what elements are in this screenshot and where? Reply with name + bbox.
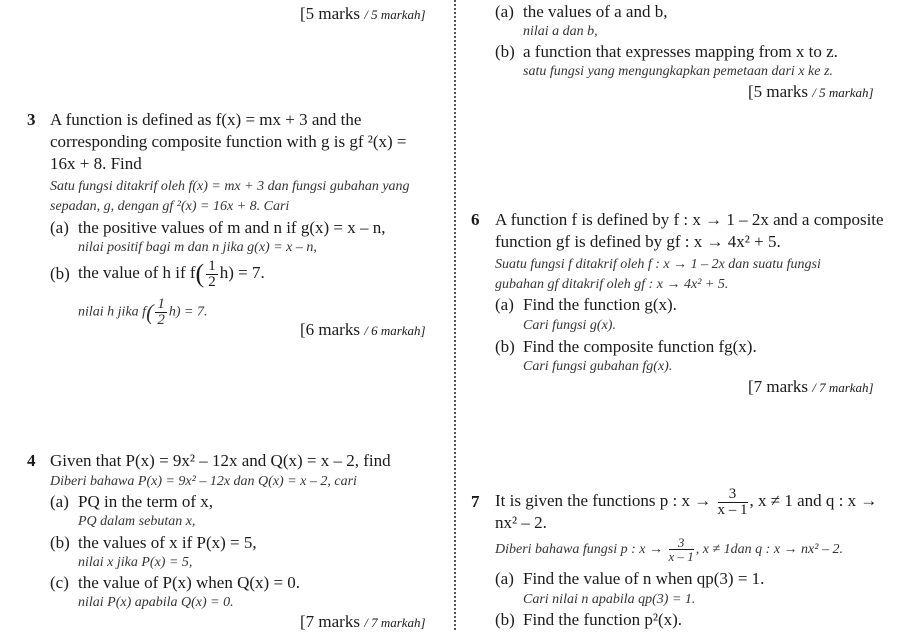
part-text-malay: nilai positif bagi m dan n jika g(x) = x – n, xyxy=(78,240,317,255)
fraction xyxy=(669,536,694,563)
question-text-malay: Diberi bahawa P(x) = 9x² – 12x dan Q(x) = x – 2, cari xyxy=(50,474,357,489)
part-text-malay: Cari nilai n apabila qp(3) = 1. xyxy=(523,592,696,607)
marks-label: [7 marks xyxy=(748,377,808,396)
part-text-end: h) = 7. xyxy=(219,263,265,282)
question-text-malay: sepadan, g, dengan gf ²(x) = 16x + 8. Cari xyxy=(50,199,290,214)
question-text-start: Diberi bahawa fungsi p : x → xyxy=(495,542,663,557)
part-text: a function that expresses mapping from x to z. xyxy=(523,42,838,61)
part-text: Find the function p²(x). xyxy=(523,610,683,629)
question-text: Given that P(x) = 9x² – 12x and Q(x) = x – 2, find xyxy=(50,451,391,470)
fraction-numerator: 1 xyxy=(208,257,216,274)
part-label: (a) xyxy=(495,2,514,21)
fraction xyxy=(155,297,167,328)
part-text: Find the value of n when qp(3) = 1. xyxy=(523,569,765,588)
part-text-malay: satu fungsi yang mengungkapkan pemetaan dari x ke z. xyxy=(523,64,833,79)
markah-label: / 5 markah] xyxy=(812,85,874,100)
part-label: (b) xyxy=(495,610,515,629)
question-marks xyxy=(748,377,874,397)
part-text: the value of h if f( $\frac{1}{2}$ h) = 7. xyxy=(78,257,265,290)
question-text: corresponding composite function with g is gf ²(x) = xyxy=(50,132,407,151)
fraction-numerator: 1 xyxy=(157,296,165,312)
question-text-start: It is given the functions p : x → xyxy=(495,491,712,510)
fraction-denominator: 2 xyxy=(157,312,165,328)
question-text-malay: gubahan gf ditakrif oleh gf : x → 4x² + 5. xyxy=(495,277,729,292)
question-number: 6 xyxy=(471,210,480,229)
top-left-marks xyxy=(300,4,426,24)
markah-label: / 7 markah] xyxy=(364,615,426,630)
question-marks xyxy=(300,612,426,632)
part-text: the value of P(x) when Q(x) = 0. xyxy=(78,573,301,592)
part-label: (a) xyxy=(495,569,514,588)
fraction-numerator: 3 xyxy=(669,536,694,550)
question-text-end: , x ≠ 1 and q : x → xyxy=(749,491,878,510)
part-label: (b) xyxy=(50,264,70,283)
fraction-numerator: 3 xyxy=(718,487,748,503)
markah-label: / 6 markah] xyxy=(364,323,426,338)
fraction xyxy=(206,259,218,290)
fraction xyxy=(718,487,748,518)
part-text: Find the composite function fg(x). xyxy=(523,337,757,356)
question-text: A function f is defined by f : x → 1 – 2x and a composite xyxy=(495,210,884,229)
question-number: 7 xyxy=(471,492,480,511)
question-text-malay xyxy=(495,530,843,570)
fraction-denominator: 2 xyxy=(208,273,216,290)
part-label: (c) xyxy=(50,573,69,592)
question-text-end: , x ≠ 1dan q : x → nx² – 2. xyxy=(695,542,843,557)
part-text-malay: Cari fungsi gubahan fg(x). xyxy=(523,359,673,374)
question-marks xyxy=(748,82,874,102)
part-text: the values of a and b, xyxy=(523,2,668,21)
marks-label: [6 marks xyxy=(300,320,360,339)
part-text-malay: PQ dalam sebutan x, xyxy=(78,514,196,529)
part-text-malay: nilai a dan b, xyxy=(523,24,598,39)
part-label: (b) xyxy=(495,337,515,356)
question-text: function gf is defined by gf : x → 4x² + 5. xyxy=(495,232,781,251)
marks-label: [5 marks xyxy=(748,82,808,101)
part-text: PQ in the term of x, xyxy=(78,492,214,511)
part-text: the positive values of m and n if g(x) = x – n, xyxy=(78,218,386,237)
question-text-malay: Satu fungsi ditakrif oleh f(x) = mx + 3 dan fungsi gubahan yang xyxy=(50,179,410,194)
question-text: nx² – 2. xyxy=(495,513,547,532)
question-number: 4 xyxy=(27,451,36,470)
part-text-malay: Cari fungsi g(x). xyxy=(523,318,616,333)
part-text-malay: nilai x jika P(x) = 5, xyxy=(78,555,193,570)
part-text-malay: nilai h jika f( $\frac{1}{2}$ h) = 7. xyxy=(78,296,208,328)
part-label: (b) xyxy=(50,533,70,552)
part-label: (b) xyxy=(495,42,515,61)
part-text-start: the value of h if f xyxy=(78,263,196,282)
part-label: (a) xyxy=(50,492,69,511)
part-text-start: nilai h jika f xyxy=(78,304,147,320)
part-text: the values of x if P(x) = 5, xyxy=(78,533,257,552)
part-text-malay: nilai P(x) apabila Q(x) = 0. xyxy=(78,595,234,610)
part-text: Find the function g(x). xyxy=(523,295,677,314)
question-text xyxy=(495,479,877,523)
marks-label: [7 marks xyxy=(300,612,360,631)
column-divider xyxy=(454,0,456,630)
markah-label: / 7 markah] xyxy=(812,380,874,395)
markah-label: / 5 markah] xyxy=(364,7,426,22)
question-text: A function is defined as f(x) = mx + 3 and the xyxy=(50,110,362,129)
question-text: 16x + 8. Find xyxy=(50,154,142,173)
part-label: (a) xyxy=(495,295,514,314)
marks-label: [5 marks xyxy=(300,4,360,23)
question-marks xyxy=(300,320,426,340)
part-label: (a) xyxy=(50,218,69,237)
question-number: 3 xyxy=(27,110,36,129)
fraction-denominator: x – 1 xyxy=(717,501,748,518)
fraction-denominator: x – 1 xyxy=(668,549,694,565)
question-text-malay: Suatu fungsi f ditakrif oleh f : x → 1 – 2x dan suatu fungsi xyxy=(495,257,821,272)
part-text-end: h) = 7. xyxy=(168,304,208,320)
